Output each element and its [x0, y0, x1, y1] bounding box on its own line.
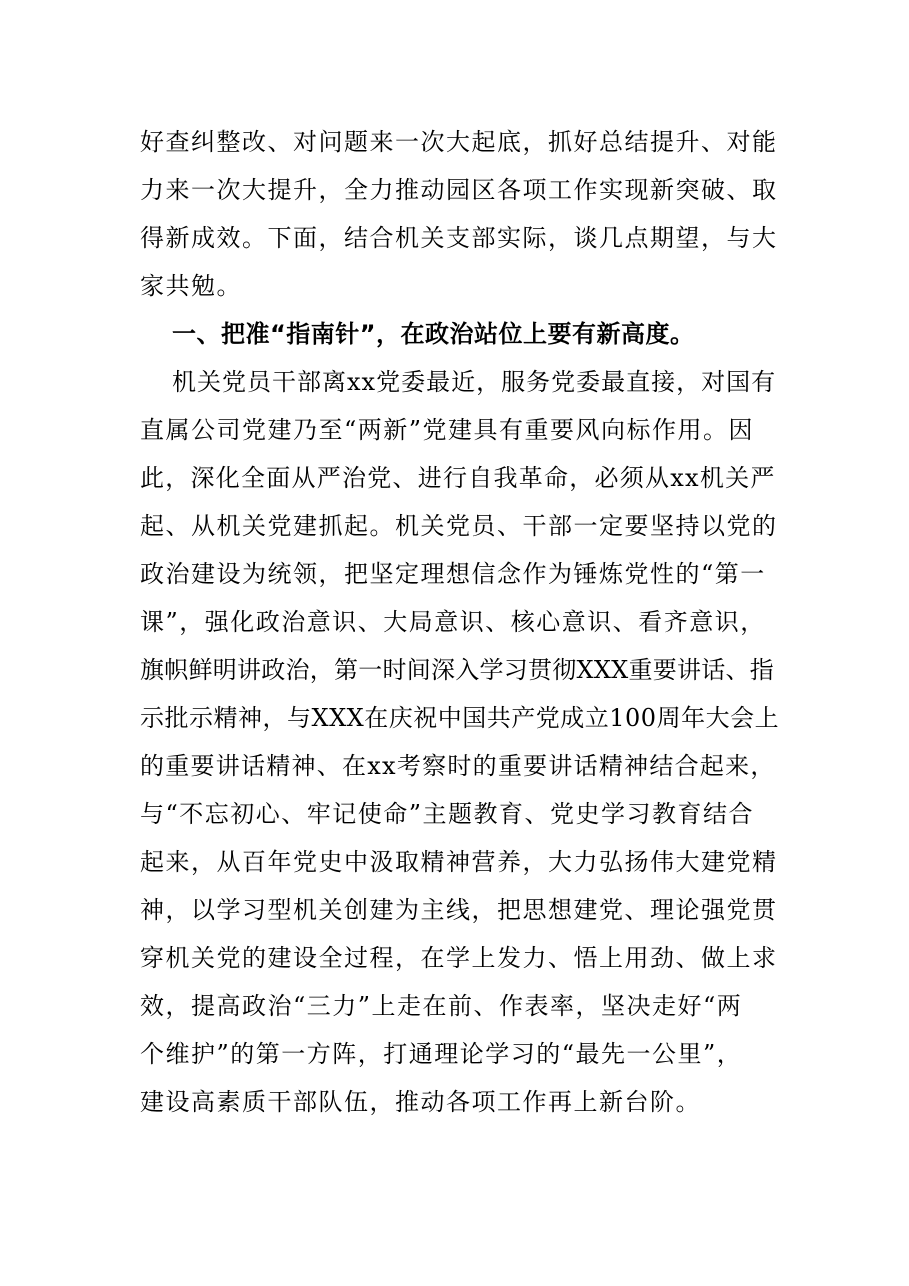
paragraph-1-line-1: 好查纠整改、对问题来一次大起底，抓好总结提升、对能 — [140, 128, 778, 156]
paragraph-1-line-2: 力来一次大提升，全力推动园区各项工作实现新突破、取 — [140, 176, 778, 204]
paragraph-2-line-10: 与“不忘初心、牢记使命”主题教育、党史学习教育结合 — [140, 800, 755, 828]
section-heading-1: 一、把准“指南针”，在政治站位上要有新高度。 — [172, 320, 695, 348]
paragraph-2-line-2: 直属公司党建乃至“两新”党建具有重要风向标作用。因 — [140, 416, 755, 444]
paragraph-2-line-6: 课”，强化政治意识、大局意识、核心意识、看齐意识， — [140, 608, 766, 636]
paragraph-2-line-8: 示批示精神，与XXX在庆祝中国共产党成立100周年大会上 — [140, 704, 780, 732]
paragraph-2-line-7: 旗帜鲜明讲政治，第一时间深入学习贯彻XXX重要讲话、指 — [140, 656, 775, 684]
paragraph-1-line-3: 得新成效。下面，结合机关支部实际，谈几点期望，与大 — [140, 224, 778, 252]
paragraph-1-line-4: 家共勉。 — [140, 272, 242, 300]
paragraph-2-line-9: 的重要讲话精神、在xx考察时的重要讲话精神结合起来， — [140, 752, 776, 780]
paragraph-2-line-13: 穿机关党的建设全过程，在学上发力、悟上用劲、做上求 — [140, 944, 778, 972]
paragraph-2-line-5: 政治建设为统领，把坚定理想信念作为锤炼党性的“第一 — [140, 560, 766, 588]
paragraph-2-line-11: 起来，从百年党史中汲取精神营养，大力弘扬伟大建党精 — [140, 848, 778, 876]
paragraph-2-line-14: 效，提高政治“三力”上走在前、作表率，坚决走好“两 — [140, 992, 743, 1020]
paragraph-2-line-12: 神，以学习型机关创建为主线，把思想建党、理论强党贯 — [140, 896, 778, 924]
paragraph-2-line-3: 此，深化全面从严治党、进行自我革命，必须从xx机关严 — [140, 464, 776, 492]
paragraph-2-line-4: 起、从机关党建抓起。机关党员、干部一定要坚持以党的 — [140, 512, 778, 540]
paragraph-2-line-15: 个维护”的第一方阵，打通理论学习的“最先一公里”， — [140, 1040, 743, 1068]
paragraph-2-line-16: 建设高素质干部队伍，推动各项工作再上新台阶。 — [140, 1088, 701, 1116]
paragraph-2-line-1: 机关党员干部离xx党委最近，服务党委最直接，对国有 — [172, 368, 777, 396]
